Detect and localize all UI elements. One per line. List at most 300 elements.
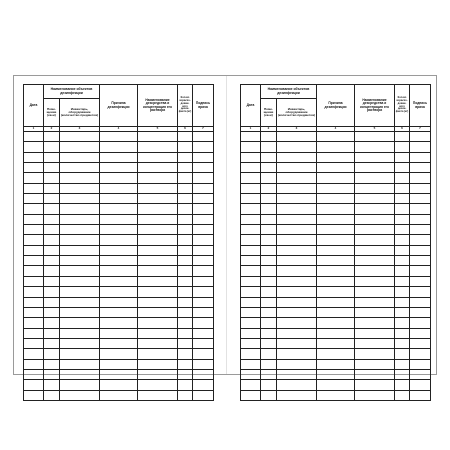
table-cell (410, 307, 431, 317)
table-cell (100, 204, 138, 214)
table-cell (395, 307, 410, 317)
disinfection-log-table (240, 84, 431, 401)
table-cell (277, 349, 317, 359)
journal-page-left (23, 84, 214, 401)
table-cell (317, 266, 355, 276)
table-cell (355, 194, 395, 204)
table-cell (241, 204, 261, 214)
table-cell (261, 214, 277, 224)
table-row (24, 163, 214, 173)
table-cell (277, 266, 317, 276)
table-row (241, 276, 431, 286)
table-cell (193, 390, 214, 400)
table-cell (138, 369, 178, 379)
table-cell (100, 152, 138, 162)
table-row (24, 132, 214, 142)
table-cell (24, 349, 44, 359)
table-cell (193, 369, 214, 379)
table-cell (24, 256, 44, 266)
table-cell (193, 349, 214, 359)
table-cell (138, 214, 178, 224)
column-number: 7 (193, 127, 214, 132)
table-cell (317, 204, 355, 214)
table-cell (317, 194, 355, 204)
table-cell (395, 152, 410, 162)
table-cell (277, 287, 317, 297)
table-cell (193, 307, 214, 317)
table-cell (395, 266, 410, 276)
table-cell (60, 142, 100, 152)
table-row (24, 183, 214, 193)
table-row (24, 359, 214, 369)
empty-rows (24, 132, 214, 401)
table-cell (261, 369, 277, 379)
table-cell (100, 235, 138, 245)
table-cell (241, 390, 261, 400)
table-cell (241, 318, 261, 328)
column-number: 1 (24, 127, 44, 132)
header-quantity: Кол-во израсхо-дован-ного дезин-фекта (кг) (178, 85, 193, 127)
table-cell (24, 390, 44, 400)
table-row (241, 349, 431, 359)
table-cell (100, 328, 138, 338)
table-cell (277, 245, 317, 255)
table-cell (395, 132, 410, 142)
table-cell (261, 349, 277, 359)
table-cell (410, 276, 431, 286)
table-cell (60, 359, 100, 369)
table-cell (44, 380, 60, 390)
table-cell (410, 235, 431, 245)
table-cell (261, 328, 277, 338)
table-cell (277, 142, 317, 152)
table-cell (241, 194, 261, 204)
table-cell (138, 338, 178, 348)
table-cell (410, 245, 431, 255)
table-cell (100, 183, 138, 193)
table-row (24, 225, 214, 235)
table-cell (60, 297, 100, 307)
table-cell (241, 359, 261, 369)
table-cell (277, 173, 317, 183)
table-cell (60, 256, 100, 266)
table-cell (317, 173, 355, 183)
table-cell (241, 132, 261, 142)
header-agent: Наименование дезсредства и концентрация его раствора (355, 85, 395, 127)
table-cell (261, 297, 277, 307)
table-cell (24, 132, 44, 142)
table-cell (138, 287, 178, 297)
table-cell (193, 225, 214, 235)
table-row (241, 132, 431, 142)
table-cell (395, 380, 410, 390)
table-cell (100, 338, 138, 348)
table-cell (100, 287, 138, 297)
table-cell (410, 349, 431, 359)
table-cell (193, 173, 214, 183)
table-row (24, 390, 214, 400)
table-cell (100, 318, 138, 328)
table-cell (24, 225, 44, 235)
table-cell (317, 152, 355, 162)
table-cell (277, 225, 317, 235)
table-cell (317, 163, 355, 173)
table-cell (60, 318, 100, 328)
column-number: 6 (178, 127, 193, 132)
table-cell (60, 183, 100, 193)
table-cell (277, 318, 317, 328)
table-cell (24, 338, 44, 348)
table-cell (261, 204, 277, 214)
table-cell (178, 256, 193, 266)
table-cell (24, 163, 44, 173)
table-cell (138, 390, 178, 400)
table-cell (277, 194, 317, 204)
table-cell (410, 318, 431, 328)
table-cell (100, 276, 138, 286)
table-cell (178, 369, 193, 379)
table-cell (44, 266, 60, 276)
table-row (241, 256, 431, 266)
table-cell (395, 369, 410, 379)
table-cell (60, 235, 100, 245)
table-cell (44, 214, 60, 224)
table-cell (44, 152, 60, 162)
table-cell (60, 225, 100, 235)
disinfection-log-table (23, 84, 214, 401)
table-cell (395, 297, 410, 307)
table-row (24, 173, 214, 183)
table-cell (44, 318, 60, 328)
table-cell (100, 245, 138, 255)
table-cell (261, 380, 277, 390)
table-cell (178, 266, 193, 276)
column-number: 4 (317, 127, 355, 132)
table-cell (193, 256, 214, 266)
table-cell (241, 225, 261, 235)
table-cell (355, 349, 395, 359)
table-cell (395, 359, 410, 369)
table-cell (193, 132, 214, 142)
table-row (241, 142, 431, 152)
table-row (241, 235, 431, 245)
table-cell (317, 307, 355, 317)
table-row (241, 338, 431, 348)
table-cell (138, 380, 178, 390)
table-cell (44, 390, 60, 400)
table-cell (138, 204, 178, 214)
table-cell (178, 225, 193, 235)
table-cell (178, 307, 193, 317)
table-cell (138, 297, 178, 307)
table-cell (44, 142, 60, 152)
table-cell (44, 132, 60, 142)
table-cell (100, 369, 138, 379)
table-cell (241, 256, 261, 266)
table-cell (261, 287, 277, 297)
table-cell (193, 183, 214, 193)
table-cell (60, 338, 100, 348)
table-cell (138, 307, 178, 317)
table-cell (60, 266, 100, 276)
table-cell (60, 328, 100, 338)
table-row (24, 245, 214, 255)
column-number: 6 (395, 127, 410, 132)
table-row (24, 338, 214, 348)
table-cell (193, 318, 214, 328)
table-cell (24, 307, 44, 317)
table-cell (100, 132, 138, 142)
column-number: 2 (261, 127, 277, 132)
table-cell (178, 297, 193, 307)
table-cell (355, 390, 395, 400)
table-cell (60, 380, 100, 390)
table-cell (277, 328, 317, 338)
table-cell (395, 163, 410, 173)
column-number: 3 (277, 127, 317, 132)
table-cell (193, 214, 214, 224)
table-cell (395, 276, 410, 286)
header-premises: Поме-щение (кв.м) (261, 99, 277, 127)
table-cell (261, 245, 277, 255)
table-row (24, 256, 214, 266)
table-cell (355, 256, 395, 266)
table-row (241, 307, 431, 317)
table-cell (178, 359, 193, 369)
column-number: 1 (241, 127, 261, 132)
column-number: 5 (138, 127, 178, 132)
table-cell (138, 349, 178, 359)
table-cell (178, 183, 193, 193)
table-cell (44, 359, 60, 369)
journal-spread (13, 75, 437, 375)
column-number: 4 (100, 127, 138, 132)
table-cell (178, 245, 193, 255)
table-cell (24, 245, 44, 255)
table-cell (193, 163, 214, 173)
table-cell (193, 338, 214, 348)
table-cell (178, 276, 193, 286)
table-cell (317, 183, 355, 193)
table-cell (24, 318, 44, 328)
header-signature: Подпись врача (410, 85, 431, 127)
header-agent: Наименование дезсредства и концентрация его раствора (138, 85, 178, 127)
table-cell (317, 318, 355, 328)
table-cell (24, 369, 44, 379)
table-cell (355, 266, 395, 276)
table-cell (261, 359, 277, 369)
table-cell (355, 132, 395, 142)
table-cell (241, 173, 261, 183)
table-cell (261, 152, 277, 162)
table-row (241, 369, 431, 379)
table-row (24, 369, 214, 379)
table-row (24, 152, 214, 162)
table-cell (410, 266, 431, 276)
table-cell (241, 287, 261, 297)
table-cell (44, 173, 60, 183)
table-cell (100, 380, 138, 390)
table-cell (277, 183, 317, 193)
table-row (24, 276, 214, 286)
table-cell (410, 256, 431, 266)
table-row (241, 287, 431, 297)
table-cell (410, 328, 431, 338)
table-cell (24, 173, 44, 183)
table-cell (44, 297, 60, 307)
table-cell (193, 276, 214, 286)
table-cell (395, 142, 410, 152)
table-cell (395, 256, 410, 266)
header-equipment: Инвентарь, оборудование (количество предметов) (277, 99, 317, 127)
table-cell (277, 359, 317, 369)
column-number: 7 (410, 127, 431, 132)
table-cell (277, 297, 317, 307)
table-cell (44, 349, 60, 359)
table-cell (60, 204, 100, 214)
table-cell (355, 214, 395, 224)
table-cell (178, 318, 193, 328)
table-cell (100, 359, 138, 369)
header-object-group: Наименование объектов дезинфекции (261, 85, 317, 99)
table-cell (193, 287, 214, 297)
column-number: 5 (355, 127, 395, 132)
table-cell (410, 390, 431, 400)
table-cell (277, 256, 317, 266)
table-cell (193, 380, 214, 390)
table-cell (138, 163, 178, 173)
table-cell (317, 390, 355, 400)
table-row (24, 307, 214, 317)
table-cell (355, 380, 395, 390)
table-cell (44, 328, 60, 338)
table-row (241, 225, 431, 235)
table-row (24, 214, 214, 224)
table-row (24, 235, 214, 245)
table-cell (317, 369, 355, 379)
table-cell (410, 297, 431, 307)
table-cell (24, 380, 44, 390)
table-cell (355, 369, 395, 379)
table-cell (241, 214, 261, 224)
table-cell (100, 194, 138, 204)
table-cell (193, 297, 214, 307)
table-cell (24, 152, 44, 162)
table-cell (261, 318, 277, 328)
table-cell (395, 194, 410, 204)
table-cell (138, 225, 178, 235)
table-cell (24, 359, 44, 369)
table-cell (241, 338, 261, 348)
table-cell (261, 266, 277, 276)
table-cell (241, 328, 261, 338)
table-cell (138, 235, 178, 245)
table-row (241, 318, 431, 328)
table-cell (395, 318, 410, 328)
table-cell (193, 152, 214, 162)
table-cell (261, 276, 277, 286)
table-row (241, 390, 431, 400)
table-cell (395, 349, 410, 359)
table-cell (410, 369, 431, 379)
table-cell (44, 183, 60, 193)
table-row (241, 214, 431, 224)
table-row (24, 297, 214, 307)
table-cell (178, 194, 193, 204)
table-cell (277, 380, 317, 390)
table-row (24, 349, 214, 359)
table-cell (178, 380, 193, 390)
table-cell (410, 359, 431, 369)
table-cell (178, 204, 193, 214)
table-cell (138, 152, 178, 162)
table-row (241, 266, 431, 276)
table-cell (138, 173, 178, 183)
table-cell (241, 152, 261, 162)
table-cell (44, 163, 60, 173)
table-cell (277, 204, 317, 214)
table-cell (355, 276, 395, 286)
table-cell (60, 307, 100, 317)
table-cell (261, 307, 277, 317)
table-cell (138, 359, 178, 369)
table-cell (355, 235, 395, 245)
table-cell (355, 287, 395, 297)
table-cell (60, 194, 100, 204)
table-cell (24, 287, 44, 297)
table-cell (410, 163, 431, 173)
column-number: 2 (44, 127, 60, 132)
table-cell (410, 183, 431, 193)
table-cell (60, 245, 100, 255)
table-cell (317, 132, 355, 142)
table-cell (241, 276, 261, 286)
table-cell (178, 173, 193, 183)
table-cell (138, 318, 178, 328)
table-cell (241, 245, 261, 255)
table-cell (24, 194, 44, 204)
table-cell (193, 266, 214, 276)
table-cell (60, 287, 100, 297)
table-cell (241, 183, 261, 193)
table-cell (44, 235, 60, 245)
table-cell (100, 297, 138, 307)
table-cell (261, 338, 277, 348)
table-cell (355, 204, 395, 214)
table-cell (100, 390, 138, 400)
table-cell (178, 349, 193, 359)
table-cell (178, 163, 193, 173)
table-cell (355, 338, 395, 348)
table-cell (138, 276, 178, 286)
table-cell (317, 245, 355, 255)
table-cell (100, 173, 138, 183)
table-row (241, 173, 431, 183)
table-cell (24, 266, 44, 276)
table-cell (410, 173, 431, 183)
table-cell (178, 152, 193, 162)
table-cell (261, 235, 277, 245)
table-row (241, 359, 431, 369)
table-cell (317, 287, 355, 297)
table-row (24, 204, 214, 214)
table-cell (395, 225, 410, 235)
table-cell (178, 132, 193, 142)
table-cell (60, 132, 100, 142)
table-cell (60, 369, 100, 379)
table-cell (277, 152, 317, 162)
table-cell (410, 287, 431, 297)
